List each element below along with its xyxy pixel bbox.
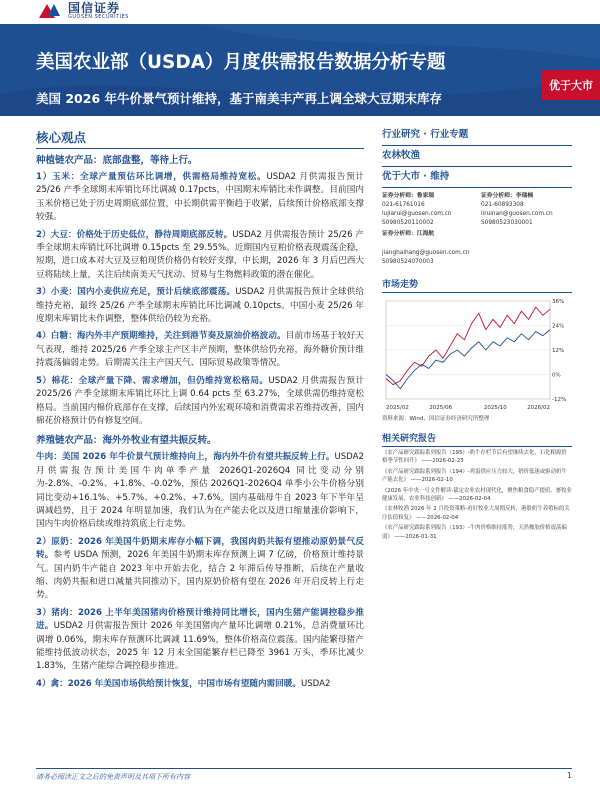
report-category: 行业研究 · 行业专题 bbox=[382, 129, 469, 140]
reports-divider bbox=[382, 446, 572, 447]
logo-name-cn: 国信证券 bbox=[68, 1, 121, 15]
paragraph-body: USDA2 月供需报告预计美国牛肉单季产量 2026Q1-2026Q4 同比变动分别为-2.8%、-0.2%、+1.8%、-0.02%，预估 2026Q1-2026Q4 单季小公牛价格分别同比变动+16.1%、+5.7%、+0.2%、+7.6%。国内基础母牛自 2023 年下半年呈调减趋势，且于 2024 年明显加速，我们认为在产能去化以及进口缩量涨价影响下，国内牛肉价格后续或维持筑底上行走势。 bbox=[36, 452, 364, 530]
report-title: 美国农业部（USDA）月度供需报告数据分析专题 bbox=[36, 52, 446, 73]
analyst-cert: S0980523030001 bbox=[481, 220, 533, 226]
y-tick-label: 36% bbox=[552, 299, 565, 305]
analyst-email[interactable]: lujiarui@guosen.com.cn bbox=[382, 211, 452, 217]
chart-divider bbox=[382, 292, 572, 293]
paragraph-lead: 1）玉米：全球产量预估环比调增，供需格局维持宽松。 bbox=[36, 172, 267, 182]
related-reports-title: 相关研究报告 bbox=[382, 434, 437, 444]
company-logo bbox=[36, 0, 129, 22]
logo-name-en: GUOSEN SECURITIES bbox=[68, 14, 129, 20]
analyst-contact bbox=[382, 249, 572, 267]
y-tick-label: 0% bbox=[552, 372, 561, 379]
paragraph-body: USDA2 bbox=[300, 678, 331, 689]
paragraph-lead: 2）大豆：价格处于历史低位，静待周期底部反转。 bbox=[36, 229, 233, 240]
analyst-name: 鲁家瑞 bbox=[416, 193, 435, 199]
commodity-paragraph bbox=[36, 678, 364, 691]
analyst-cert: S0980520110002 bbox=[382, 220, 434, 226]
market-trend-chart bbox=[382, 295, 572, 413]
y-tick-label: -12% bbox=[552, 397, 567, 403]
paragraph-body: 目前市场基于较好天气表现，维持 2025/26 产季全球主产区丰产预期，整体供给仍充裕，海外糖价预计维持震荡偏弱走势。后期需关注主产国天气、国际贸易政策等情况。 bbox=[36, 331, 364, 369]
paragraph-body: 参考 USDA 预测，2026 年美国牛奶期末库存预测上调 7 亿磅，价格预计维持景气。国内奶牛产能自 2023 年中开始去化，结合 2 年滞后传导推断，后续在产量收缩、肉奶共振和进口减量共同推动下，国内原奶价格有望在 2026 年开启反转上行走势。 bbox=[36, 550, 364, 601]
category-subhead: 养殖链农产品：海外外牧业有望共振反转。 bbox=[36, 435, 217, 447]
x-tick-label: 2026/02 bbox=[527, 405, 550, 411]
series-line bbox=[386, 330, 550, 389]
paragraph-lead: 3）猪肉：2026 上半年美国猪肉价格预计维持同比增长，国内生猪产能调控稳步推进。 bbox=[36, 607, 364, 632]
x-tick-label: 2025/10 bbox=[483, 405, 507, 411]
logo-mark-icon bbox=[36, 2, 62, 20]
y-tick-label: 12% bbox=[552, 348, 565, 354]
category-subhead: 种植链农产品：底部盘整，等待上行。 bbox=[36, 155, 198, 166]
rating-badge: 优于大市 bbox=[542, 70, 600, 100]
analyst-card bbox=[382, 192, 473, 228]
industry-name: 农林牧渔 bbox=[382, 150, 421, 161]
analyst-label: 证券分析师： bbox=[382, 231, 417, 237]
related-reports-list bbox=[382, 449, 572, 541]
market-trend-title: 市场走势 bbox=[382, 280, 419, 290]
related-report-item[interactable]: 《农林牧渔 2026 年 2 月投资策略-看好牧业大周期反转，港股奶牛养殖标的关注估值修复》 ——2026-02-04 bbox=[382, 506, 570, 521]
commodity-paragraph bbox=[36, 536, 364, 603]
commodity-paragraph bbox=[36, 451, 364, 531]
rating-line: 优于大市 · 维持 bbox=[382, 171, 450, 182]
sidebar-divider bbox=[382, 145, 572, 146]
analyst-email[interactable]: liruinan@guosen.com.cn bbox=[481, 211, 553, 217]
analyst-card bbox=[481, 192, 572, 228]
paragraph-body: USDA2 月供需报告预计 2026 年美国猪肉产量环比调增 0.21%，总消费量环比调增 0.06%，期末库存预测环比调减 11.69%，整体价格高位震荡。国内能繁母猪产能维持低波动状态，2025 年 12 月末全国能繁存栏已降至 3961 万头，季环比减少 1.83%，生猪产能综合调控稳步推进。 bbox=[36, 621, 364, 672]
related-report-item[interactable]: 《2026 年中央一号文件解读-锚定农业农村现代化，聚焦粮食稳产提质、畜牧业健康发展、农业科技创新》 ——2026-02-04 bbox=[382, 487, 572, 503]
paragraph-body: USDA2 月供需报告预计 2025/26 产季全球期末库销比环比上调 0.64 pcts 至 63.27%，全球供需仍维持宽松格局。当前国内棉价底部存在支撑，后续国内外宏观环境和消费需求若维持改善，国内棉花价格预计仍有修复空间。 bbox=[36, 375, 364, 426]
paragraph-body: USDA2 月供需报告预计 25/26 产季全球期末库销比环比调减 0.17pcts，中国期末库销比未作调整。目前国内玉米价格已处于历史周期底部位置，中长期供需平衡趋于收紧，后续预计价格底部支撑较强。 bbox=[36, 172, 364, 223]
related-report-item[interactable]: 《农产品研究跟踪系列报告（195）-奶牛存栏节后有望继续去化，石化粮源价格季节性回升》 ——2026-02-23 bbox=[382, 450, 567, 465]
core-views-body bbox=[36, 154, 364, 691]
paragraph-lead: 5）棉花：全球产量下降、需求增加，但仍维持宽松格局。 bbox=[36, 375, 269, 386]
paragraph-lead: 4）白糖：海内外丰产预期维持，关注到港节奏及原油价格波动。 bbox=[36, 331, 286, 342]
paragraph-lead: 2）原奶：2026 年美国牛奶期末库存小幅下调，我国肉奶共振有望推动原奶景气反转。 bbox=[36, 536, 364, 561]
title-banner bbox=[0, 24, 600, 116]
analyst-card bbox=[382, 230, 572, 239]
x-tick-label: 2025/02 bbox=[386, 405, 409, 411]
core-views-column bbox=[36, 128, 364, 691]
logo-text bbox=[68, 2, 129, 20]
report-subtitle: 美国 2026 年牛价景气预计维持，基于南美丰产再上调全球大豆期末库存 bbox=[36, 91, 442, 106]
related-report-item[interactable]: 《农产品研究跟踪系列报告（193）-牛肉价格维持涨势，天然橡胶价格震荡偏弱》 ——2026-01-31 bbox=[382, 525, 567, 540]
y-tick-label: 24% bbox=[552, 323, 565, 330]
analyst-name: 李瑞楠 bbox=[515, 193, 534, 199]
analyst-name: 江海航 bbox=[416, 231, 435, 237]
analyst-cert: S0980524070003 bbox=[382, 259, 434, 265]
series-line bbox=[386, 307, 550, 385]
analyst-label: 证券分析师： bbox=[382, 193, 417, 199]
commodity-paragraph bbox=[36, 330, 364, 370]
related-report-item[interactable]: 《农产品研究跟踪系列报告（194）-鸡蛋供应压力较大，奶价低迷或驱动奶牛产能去化》 ——2026-02-10 bbox=[382, 468, 567, 484]
paragraph-lead: 3）小麦：国内小麦供应充足，预计后续底部震荡。 bbox=[36, 287, 236, 298]
analyst-email[interactable]: jianghaihang@guosen.com.cn bbox=[382, 250, 470, 256]
heading-divider bbox=[36, 148, 364, 149]
commodity-paragraph bbox=[36, 286, 364, 326]
paragraph-lead: 4）禽：2026 年美国市场供给预计恢复，中国市场有望随内需回暖。 bbox=[36, 678, 301, 689]
sidebar-divider bbox=[382, 166, 572, 167]
commodity-paragraph bbox=[36, 171, 364, 225]
chart-source: 资料来源：Wind、国信证券经济研究所整理 bbox=[382, 416, 490, 422]
paragraph-body: USDA2 月供需报告预计全球供给维持充裕，最终 25/26 产季全球期末库销比环比调减 0.10pcts。中国小麦 25/26 年度期末库销比未作调整，整体供给仍较为充裕。 bbox=[36, 287, 364, 325]
commodity-paragraph bbox=[36, 607, 364, 674]
page-number: 1 bbox=[566, 771, 572, 780]
analyst-phone: 021-60893308 bbox=[481, 202, 524, 208]
commodity-paragraph bbox=[36, 375, 364, 429]
footer-disclaimer[interactable]: 请务必阅读正文之后的免责声明及其项下所有内容 bbox=[36, 773, 190, 781]
analyst-label: 证券分析师： bbox=[481, 193, 516, 199]
analyst-phone: 021-61761016 bbox=[382, 202, 425, 208]
analyst-list bbox=[382, 192, 572, 228]
core-views-heading: 核心观点 bbox=[36, 130, 87, 145]
sidebar bbox=[382, 128, 572, 541]
paragraph-lead: 牛肉：美国 2026 年牛价景气预计维持向上，海内外牛价有望共振反转上行。 bbox=[36, 452, 335, 463]
commodity-paragraph bbox=[36, 229, 364, 283]
footer-divider bbox=[36, 768, 572, 769]
paragraph-body: USDA2 月供需报告预计 25/26 产季全球期末库销比环比调增 0.15pcts 至 29.55%。近期国内豆粕价格表现震荡企稳，短期，进口成本对大豆及豆粕现货价格仍有较好支撑，中长期，2026 年 3 月后巴西大豆将陆续上量，关注后续南美天气扰动、贸易与生物燃料政策的潜在催化。 bbox=[36, 229, 364, 280]
sidebar-divider bbox=[382, 187, 572, 188]
x-tick-label: 2025/06 bbox=[429, 405, 453, 411]
